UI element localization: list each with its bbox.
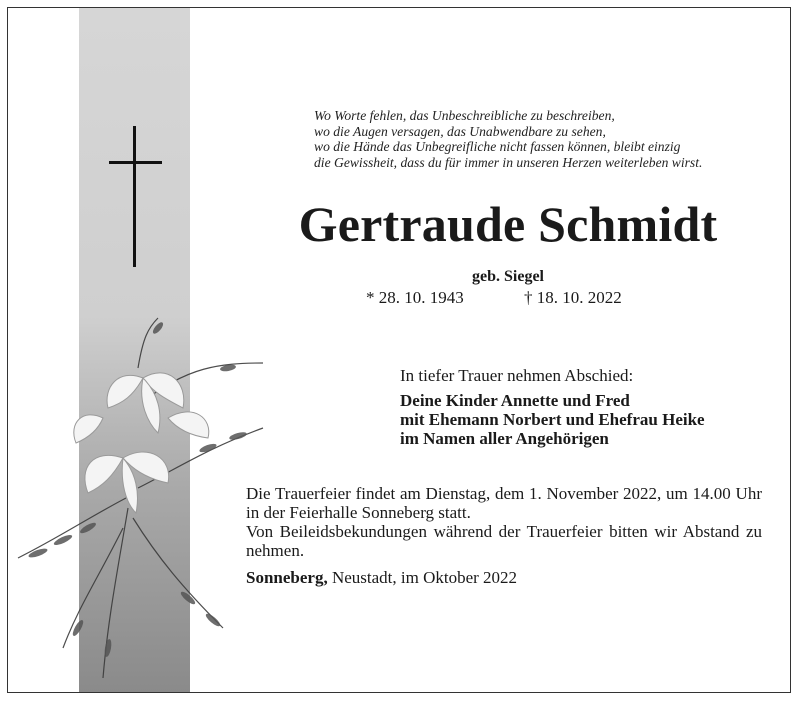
service-paragraph: Die Trauerfeier findet am Dienstag, dem 1. November 2022, um 14.00 Uhr in der Feierhalle Sonneberg statt. [246, 484, 762, 522]
poem [314, 108, 702, 170]
death-date: † 18. 10. 2022 [524, 288, 622, 307]
place-rest: Neustadt, im Oktober 2022 [327, 568, 518, 587]
place-city: Sonneberg, [246, 568, 328, 587]
poem-line: wo die Hände das Unbegreifliche nicht fassen können, bleibt einzig [314, 139, 681, 154]
condolence-paragraph: Von Beileidsbekundungen während der Trauerfeier bitten wir Abstand zu nehmen. [246, 522, 762, 560]
deceased-name: Gertraude Schmidt [298, 196, 718, 252]
service-info [246, 484, 762, 587]
mourner-line: Deine Kinder Annette und Fred [400, 391, 630, 410]
mourner-line: im Namen aller Angehörigen [400, 429, 609, 448]
birth-date: * 28. 10. 1943 [366, 288, 464, 307]
poem-line: wo die Augen versagen, das Unabwendbare zu sehen, [314, 123, 606, 139]
poem-line: die Gewissheit, dass du für immer in unseren Herzen weiterleben wirst. [314, 154, 703, 170]
place-date [246, 568, 762, 587]
obituary-frame [7, 7, 791, 693]
lily-bouquet-icon [8, 308, 268, 688]
mourner-line: mit Ehemann Norbert und Ehefrau Heike [400, 410, 705, 429]
mourners-block [400, 366, 705, 448]
poem-line: Wo Worte fehlen, das Unbeschreibliche zu beschreiben, [314, 108, 615, 123]
mourners-intro: In tiefer Trauer nehmen Abschied: [400, 366, 634, 385]
maiden-name: geb. Siegel [472, 268, 544, 285]
